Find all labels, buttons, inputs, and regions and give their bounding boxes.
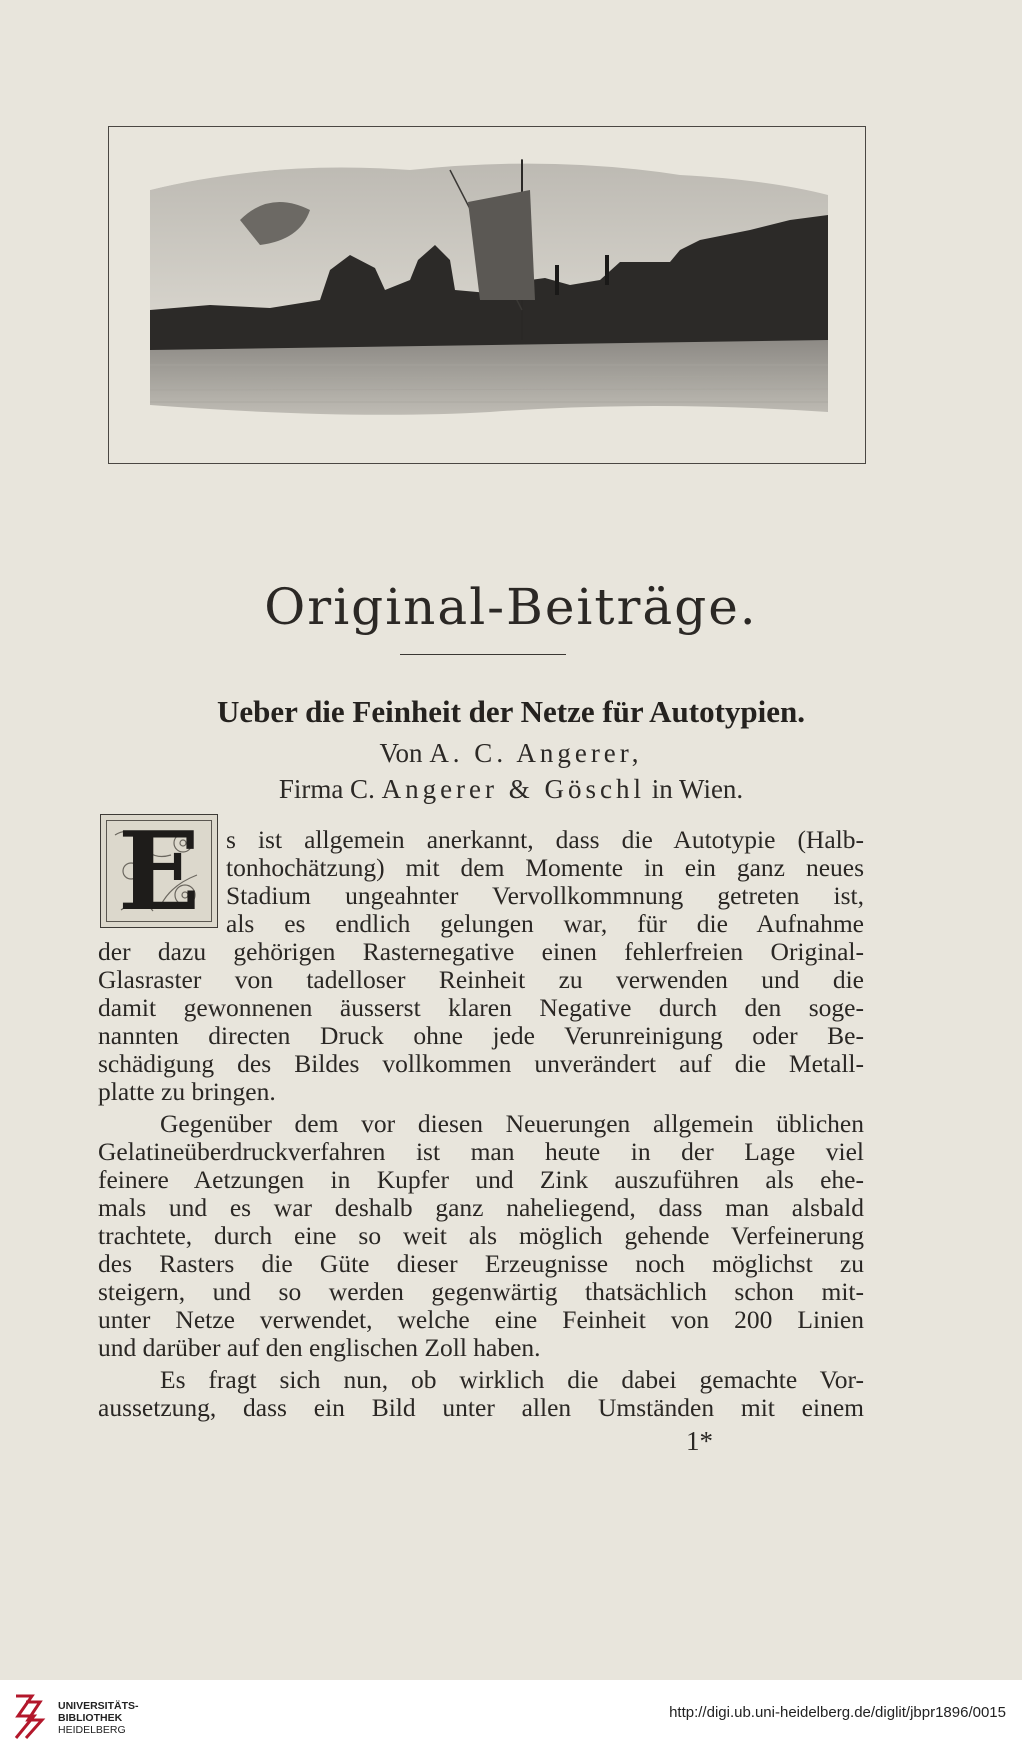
text-line: damit gewonnenen äusserst klaren Negative durch den soge- bbox=[98, 993, 864, 1022]
text-line: tonhochätzung) mit dem Momente in ein ganz neues bbox=[226, 853, 864, 882]
ornamental-initial bbox=[100, 809, 218, 935]
text-line: nannten directen Druck ohne jede Verunreinigung oder Be- bbox=[98, 1021, 864, 1050]
text-line: Glasraster von tadelloser Reinheit zu verwenden und die bbox=[98, 965, 864, 994]
article-title: Ueber die Feinheit der Netze für Autotypien. bbox=[216, 694, 806, 729]
text-line: s ist allgemein anerkannt, dass die Autotypie (Halb- bbox=[226, 825, 864, 854]
affiliation-prefix: Firma C. bbox=[278, 774, 375, 804]
text-line: Gegenüber dem vor diesen Neuerungen allgemein üblichen bbox=[160, 1109, 864, 1138]
harbor-photograph bbox=[150, 150, 828, 428]
text-line: des Rasters die Güte dieser Erzeugnisse noch möglichst zu bbox=[98, 1249, 864, 1278]
text-line: unter Netze verwendet, welche eine Feinheit von 200 Linien bbox=[98, 1305, 864, 1334]
text-line: der dazu gehörigen Rasternegative einen fehlerfreien Original- bbox=[98, 937, 864, 966]
heading-divider bbox=[400, 654, 566, 655]
text-line: und darüber auf den englischen Zoll haben. bbox=[98, 1333, 541, 1362]
university-library-logo-icon bbox=[10, 1692, 50, 1742]
text-line: platte zu bringen. bbox=[98, 1077, 276, 1106]
permalink-url[interactable]: http://digi.ub.uni-heidelberg.de/diglit/jbpr1896/0015 bbox=[669, 1704, 1006, 1721]
text-line: aussetzung, dass ein Bild unter allen Umständen mit einem bbox=[98, 1393, 864, 1422]
viewer-footer bbox=[0, 1680, 1022, 1753]
affiliation-suffix: in Wien. bbox=[651, 774, 744, 804]
text-line: schädigung des Bildes vollkommen unverändert auf die Metall- bbox=[98, 1049, 864, 1078]
text-line: steigern, und so werden gegenwärtig thatsächlich schon mit- bbox=[98, 1277, 864, 1306]
author-name: A. C. Angerer, bbox=[429, 738, 643, 768]
byline-prefix: Von bbox=[379, 738, 423, 768]
text-line: mals und es war deshalb ganz naheliegend, dass man alsbald bbox=[98, 1193, 864, 1222]
library-name: UNIVERSITÄTS- BIBLIOTHEK HEIDELBERG bbox=[58, 1700, 139, 1736]
text-line: feinere Aetzungen in Kupfer und Zink auszuführen als ehe- bbox=[98, 1165, 864, 1194]
affiliation-names: Angerer & Göschl bbox=[381, 774, 646, 804]
dropcap-letter: E bbox=[117, 809, 201, 935]
section-heading: Original-Beiträge. bbox=[264, 578, 758, 636]
page-signature: 1* bbox=[686, 1426, 713, 1456]
text-line: Gelatineüberdruckverfahren ist man heute in der Lage viel bbox=[98, 1137, 864, 1166]
text-line: Es fragt sich nun, ob wirklich die dabei gemachte Vor- bbox=[160, 1365, 864, 1394]
author-byline bbox=[0, 738, 1022, 769]
text-line: als es endlich gelungen war, für die Aufnahme bbox=[226, 909, 864, 938]
text-line: trachtete, durch eine so weit als möglich gehende Verfeinerung bbox=[98, 1221, 864, 1250]
author-affiliation bbox=[0, 774, 1022, 805]
text-line: Stadium ungeahnter Vervollkommnung getreten ist, bbox=[226, 881, 864, 910]
